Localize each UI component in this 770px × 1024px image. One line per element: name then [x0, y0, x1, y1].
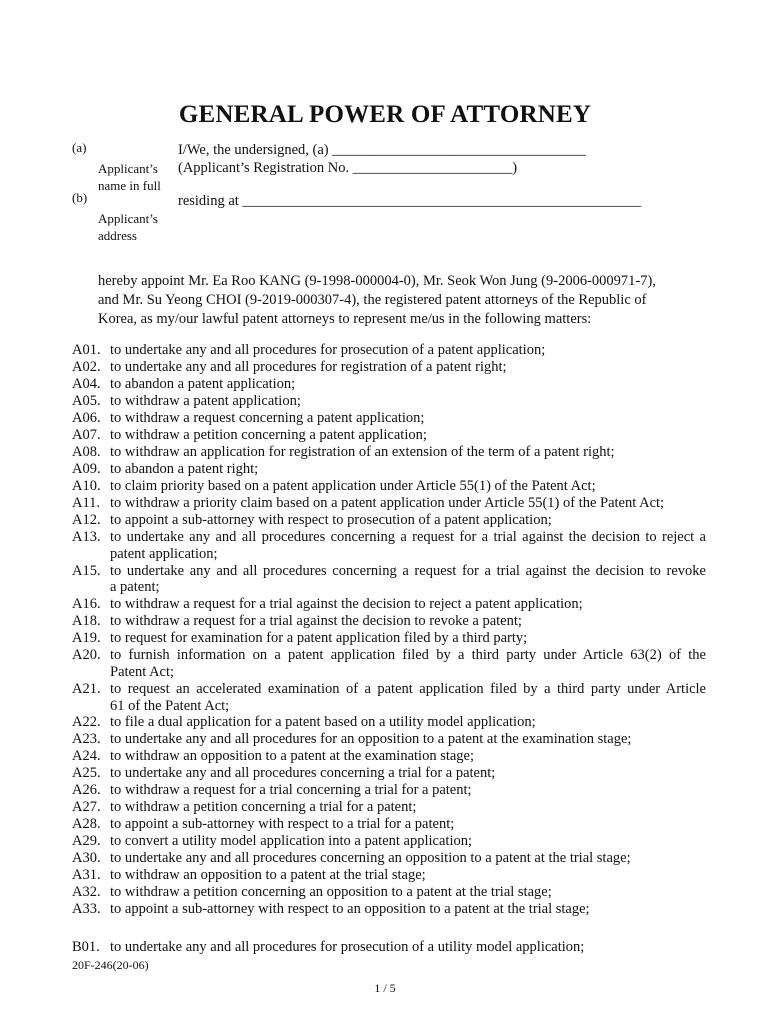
item-code: A02. [72, 359, 101, 375]
item-code: B01. [72, 939, 100, 956]
item-text [110, 512, 706, 529]
item-code: A15. [72, 562, 101, 579]
item-code: A16. [72, 596, 101, 613]
list-item [72, 444, 706, 461]
marker-b: (b) [72, 190, 88, 205]
item-text-line: to undertake any and all procedures for an opposition to a patent at the examination stage; [110, 731, 632, 748]
item-code: A21. [72, 680, 101, 697]
item-text-line: to undertake any and all procedures concerning a trial for a patent; [110, 765, 496, 782]
item-code: A19. [72, 630, 101, 647]
list-item [72, 393, 706, 410]
item-text [110, 393, 706, 410]
appointment-line: hereby appoint Mr. Ea Roo KANG (9-1998-000004-0), Mr. Seok Won Jung (9-2006-000971-7), [98, 273, 656, 289]
list-item [72, 850, 706, 867]
item-code: A33. [72, 901, 101, 918]
item-text-line: to undertake any and all procedures concerning a request for a trial against the decision to reject a [110, 529, 706, 545]
item-code: A30. [72, 850, 101, 867]
item-text [110, 939, 706, 956]
item-text-line: to withdraw a petition concerning a trial for a patent; [110, 799, 417, 816]
list-item [72, 731, 706, 748]
item-code: A23. [72, 731, 101, 748]
item-text [110, 410, 706, 427]
item-text-line: to withdraw a petition concerning a patent application; [110, 427, 427, 443]
item-text-line: to withdraw a priority claim based on a patent application under Article 55(1) of the Patent Act; [110, 495, 665, 511]
item-code: A31. [72, 867, 101, 884]
list-item [72, 782, 706, 799]
item-text-line: a patent; [110, 579, 160, 596]
item-code: A32. [72, 884, 101, 901]
item-text-line: to withdraw a request for a trial against the decision to reject a patent application; [110, 596, 583, 613]
appointment-paragraph [98, 272, 718, 329]
applicant-name-label [98, 160, 161, 194]
item-code: A12. [72, 512, 101, 528]
item-text-line: to withdraw an application for registration of an extension of the term of a patent right; [110, 444, 615, 460]
applicant-name-label-line: name in full [98, 178, 161, 193]
item-text [110, 596, 706, 613]
item-code: A04. [72, 376, 101, 392]
list-item [72, 613, 706, 630]
item-code: A10. [72, 478, 101, 494]
item-code: A18. [72, 613, 101, 630]
list-item [72, 647, 706, 681]
item-code: A09. [72, 461, 101, 477]
applicant-name-field: I/We, the undersigned, (a) ___________________________________ [178, 142, 586, 158]
item-text-line: to request an accelerated examination of a patent application filed by a third party under Article [110, 680, 706, 697]
item-text-line: to withdraw a request concerning a patent application; [110, 410, 425, 426]
list-item [72, 427, 706, 444]
item-text [110, 799, 706, 816]
item-text-line: to undertake any and all procedures concerning an opposition to a patent at the trial stage; [110, 850, 631, 867]
list-item [72, 748, 706, 765]
document-title: GENERAL POWER OF ATTORNEY [178, 101, 592, 128]
item-text [110, 731, 706, 748]
item-text [110, 867, 706, 884]
item-text [110, 376, 706, 393]
item-code: A28. [72, 816, 101, 833]
item-text-line: to claim priority based on a patent application under Article 55(1) of the Patent Act; [110, 478, 596, 494]
list-item [72, 596, 706, 613]
list-item [72, 939, 706, 956]
item-text [110, 816, 706, 833]
page-number: 1 / 5 [374, 981, 396, 995]
item-text-line: to abandon a patent right; [110, 461, 259, 477]
item-text [110, 748, 706, 765]
item-text [110, 563, 706, 597]
item-code: A05. [72, 393, 101, 409]
list-item [72, 410, 706, 427]
list-item [72, 816, 706, 833]
item-text-line: to undertake any and all procedures for registration of a patent right; [110, 359, 507, 375]
item-code: A29. [72, 833, 101, 850]
list-item [72, 765, 706, 782]
item-code: A13. [72, 529, 101, 545]
list-item [72, 512, 706, 529]
item-text [110, 529, 706, 563]
list-item [72, 529, 706, 563]
item-text-line: to appoint a sub-attorney with respect to prosecution of a patent application; [110, 512, 552, 528]
item-code: A07. [72, 427, 101, 443]
item-text [110, 359, 706, 376]
list-item [72, 376, 706, 393]
item-text [110, 478, 706, 495]
list-item [72, 833, 706, 850]
item-code: A01. [72, 342, 101, 358]
item-text [110, 850, 706, 867]
applicant-address-label [98, 210, 158, 244]
item-text-line: patent application; [110, 545, 218, 562]
item-text [110, 427, 706, 444]
list-item [72, 495, 706, 512]
item-text-line: to withdraw a patent application; [110, 393, 301, 409]
item-text-line: to withdraw an opposition to a patent at the trial stage; [110, 867, 426, 884]
item-text [110, 630, 706, 647]
item-code: A26. [72, 782, 101, 799]
item-code: A11. [72, 495, 101, 511]
item-code: A20. [72, 647, 101, 664]
item-code: A25. [72, 765, 101, 782]
form-code: 20F-246(20-06) [72, 958, 149, 972]
item-text [110, 765, 706, 782]
item-text-line: to appoint a sub-attorney with respect to a trial for a patent; [110, 816, 455, 833]
item-code: A27. [72, 799, 101, 816]
item-text [110, 681, 706, 715]
marker-a: (a) [72, 140, 87, 155]
item-text [110, 714, 706, 731]
item-text [110, 901, 706, 918]
item-text [110, 833, 706, 850]
appointment-line: Korea, as my/our lawful patent attorneys to represent me/us in the following matters: [98, 311, 592, 327]
list-item [72, 630, 706, 647]
item-text-line: Patent Act; [110, 663, 175, 680]
item-text-line: to file a dual application for a patent based on a utility model application; [110, 714, 536, 731]
list-item [72, 359, 706, 376]
item-text-line: to undertake any and all procedures concerning a request for a trial against the decision to revoke [110, 562, 706, 579]
item-code: A06. [72, 410, 101, 426]
list-item [72, 342, 706, 359]
applicant-address-label-line: address [98, 228, 137, 243]
list-item [72, 478, 706, 495]
item-text-line: to withdraw an opposition to a patent at the examination stage; [110, 748, 475, 765]
matters-list [72, 342, 706, 956]
list-item [72, 714, 706, 731]
item-code: A22. [72, 714, 101, 731]
item-text-line: to abandon a patent application; [110, 376, 296, 392]
item-text [110, 444, 706, 461]
applicant-address-label-line: Applicant’s [98, 211, 158, 226]
list-item [72, 799, 706, 816]
item-text [110, 613, 706, 630]
registration-number-field: (Applicant’s Registration No. ______________________) [178, 160, 518, 176]
item-text [110, 461, 706, 478]
list-item [72, 461, 706, 478]
item-text-line: to convert a utility model application into a patent application; [110, 833, 472, 850]
list-item [72, 563, 706, 597]
item-text-line: to withdraw a request for a trial concerning a trial for a patent; [110, 782, 472, 799]
list-item [72, 884, 706, 901]
item-text-line: 61 of the Patent Act; [110, 697, 230, 714]
item-code: A08. [72, 444, 101, 460]
item-text-line: to withdraw a petition concerning an opposition to a patent at the trial stage; [110, 884, 552, 901]
applicant-name-label-line: Applicant’s [98, 161, 158, 176]
item-text-line: to withdraw a request for a trial against the decision to revoke a patent; [110, 613, 522, 630]
item-text-line: to undertake any and all procedures for prosecution of a utility model application; [110, 939, 585, 956]
item-text-line: to furnish information on a patent application filed by a third party under Article 63(2) of the [110, 647, 706, 664]
item-text [110, 342, 706, 359]
list-item [72, 901, 706, 918]
item-text [110, 647, 706, 681]
applicant-address-field: residing at _______________________________________________________ [178, 193, 642, 209]
item-text-line: to appoint a sub-attorney with respect to an opposition to a patent at the trial stage; [110, 901, 590, 918]
item-text [110, 782, 706, 799]
list-item [72, 681, 706, 715]
item-text-line: to undertake any and all procedures for prosecution of a patent application; [110, 342, 546, 358]
item-code: A24. [72, 748, 101, 765]
item-text [110, 884, 706, 901]
appointment-line: and Mr. Su Yeong CHOI (9-2019-000307-4), the registered patent attorneys of the Republic of [98, 292, 647, 308]
item-text-line: to request for examination for a patent application filed by a third party; [110, 630, 528, 647]
item-text [110, 495, 706, 512]
list-item [72, 867, 706, 884]
